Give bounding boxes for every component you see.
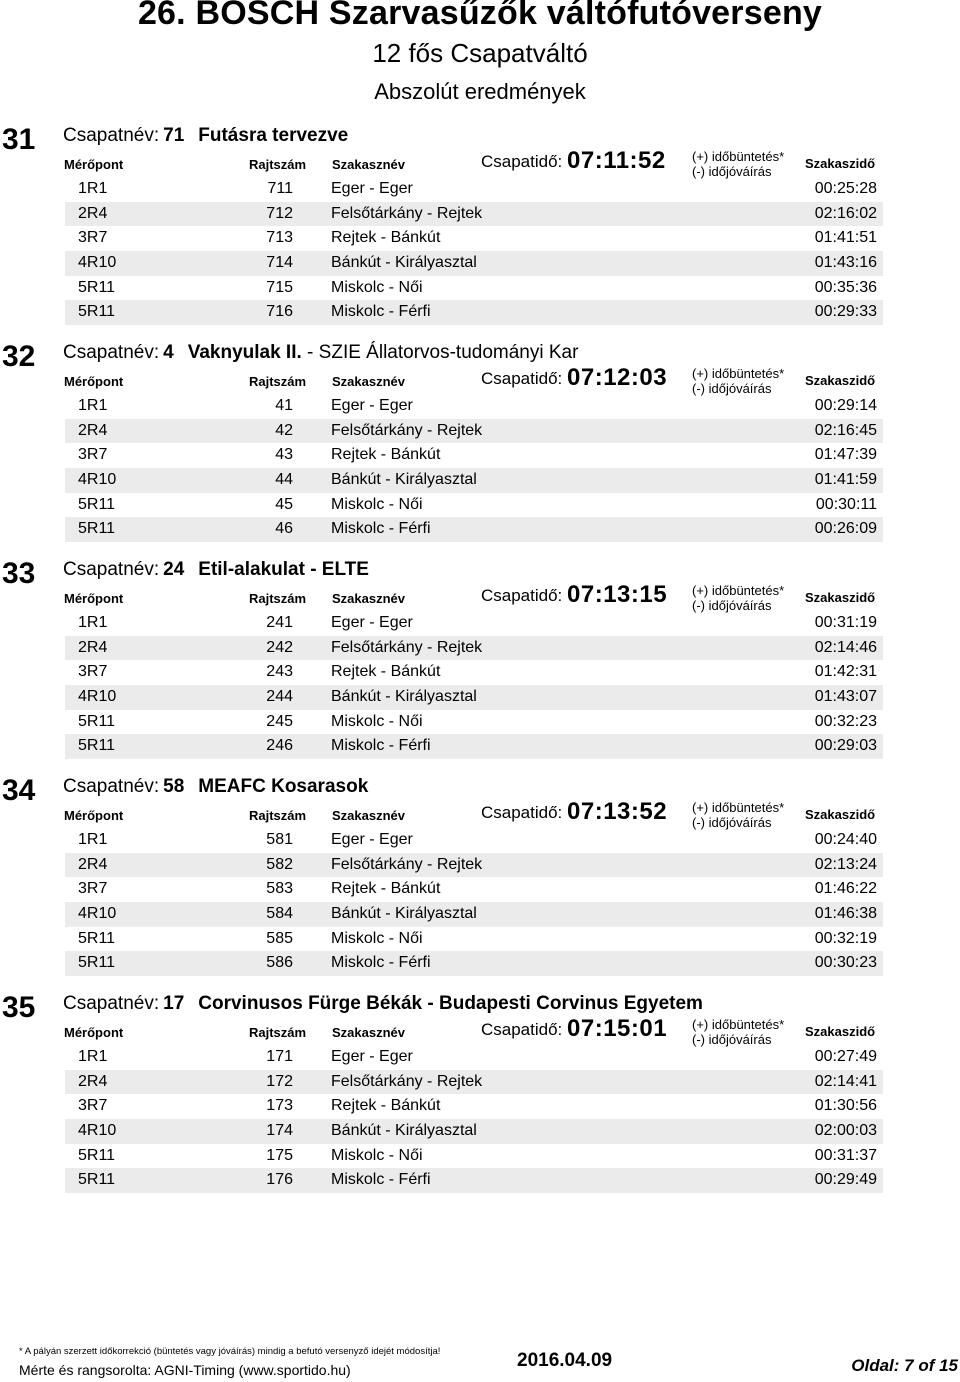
bib-cell: 175 [266,1146,293,1164]
stage-time-cell: 00:32:23 [814,712,877,730]
stage-name-cell: Miskolc - Női [331,712,423,730]
team-block [0,123,960,341]
team-label: Csapatnév: [63,342,160,363]
bib-cell: 246 [266,737,293,755]
bib-cell: 41 [275,397,293,414]
results-heading: Abszolút eredmények [374,79,586,104]
checkpoint-cell: 1R1 [78,1048,108,1065]
stage-time-cell: 01:42:31 [814,663,877,681]
stage-name-cell: Miskolc - Női [331,929,423,947]
stage-name-cell: Felsőtárkány - Rejtek [331,638,483,656]
stage-time-cell: 01:43:16 [814,253,877,271]
header-penalty: (+) időbüntetés* [692,366,785,381]
bib-cell: 46 [275,520,293,538]
bib-cell: 712 [266,204,293,222]
header-szakasznev: Szakasznév [332,1025,405,1040]
checkpoint-cell: 5R11 [78,712,116,730]
bib-cell: 44 [275,470,293,488]
table-row [65,1070,883,1095]
team-rank: 35 [2,991,36,1024]
stage-time-cell: 00:27:49 [814,1048,877,1065]
table-row [65,734,883,759]
stage-time-cell: 00:25:28 [814,180,877,197]
header-szakaszido: Szakaszidő [805,373,876,388]
header-szakasznev: Szakasznév [332,591,405,606]
bib-cell: 716 [266,303,293,321]
table-row [65,394,883,419]
stage-time-cell: 02:13:24 [814,855,877,873]
header-merőpont: Mérőpont [64,374,124,389]
header-merőpont: Mérőpont [64,591,124,606]
team-label: Csapatnév: [63,993,160,1014]
stage-name-cell: Rejtek - Bánkút [331,446,441,464]
table-row [65,710,883,735]
team-rank: 32 [2,340,36,373]
bib-cell: 711 [267,180,293,197]
stage-name-cell: Eger - Eger [331,180,413,197]
document-subtitle: 12 fős Csapatváltó [372,38,588,68]
team-rank: 31 [2,123,36,156]
document-title: 26. BOSCH Szarvasűzők váltófutóverseny [137,0,823,32]
stage-name-cell: Bánkút - Királyasztal [331,904,477,922]
checkpoint-cell: 5R11 [78,737,116,755]
bib-cell: 583 [266,880,293,898]
stage-time-cell: 02:16:02 [814,204,877,222]
stage-name-cell: Felsőtárkány - Rejtek [331,855,483,873]
stage-name-cell: Rejtek - Bánkút [331,880,441,898]
team-block [0,774,960,992]
header-bonus: (-) időjóváírás [692,1032,772,1047]
team-line [63,776,368,798]
header-bonus: (-) időjóváírás [692,815,772,830]
footnote: * A pályán szerzett időkorrekció (büntetés vagy jóváírás) mindig a befutó versenyző idejét módosítja! [19,1346,441,1357]
team-total-time: 07:13:52 [567,798,668,825]
table-row [65,443,883,468]
table-row [65,1045,883,1070]
header-csapatido-label: Csapatidő: [481,803,563,822]
table-row [65,660,883,685]
table-row [65,636,883,661]
table-row [65,226,883,251]
team-name: Futásra tervezve [198,125,349,146]
table-row [65,877,883,902]
table-row [65,276,883,301]
team-line [63,125,348,147]
table-row [65,853,883,878]
table-row [65,951,883,976]
team-rank: 34 [2,774,36,807]
page-number: Oldal: 7 of 15 [851,1356,958,1375]
checkpoint-cell: 4R10 [78,253,117,271]
team-label: Csapatnév: [63,776,160,797]
header-rajtszam: Rajtszám [249,157,307,172]
bib-cell: 43 [275,446,293,464]
stage-name-cell: Eger - Eger [331,831,413,848]
checkpoint-cell: 2R4 [78,855,108,873]
bib-cell: 174 [266,1121,293,1139]
team-number: 17 [163,993,185,1014]
stage-time-cell: 01:43:07 [814,687,877,705]
checkpoint-cell: 5R11 [78,303,116,321]
team-total-time: 07:11:52 [567,147,666,174]
header-merőpont: Mérőpont [64,808,124,823]
stage-name-cell: Felsőtárkány - Rejtek [331,204,483,222]
stage-time-cell: 01:41:59 [814,470,877,488]
checkpoint-cell: 3R7 [78,880,108,898]
header-szakaszido: Szakaszidő [805,156,876,171]
table-row [65,685,883,710]
bib-cell: 585 [266,929,293,947]
checkpoint-cell: 5R11 [78,278,116,296]
header-merőpont: Mérőpont [64,1025,124,1040]
stage-name-cell: Felsőtárkány - Rejtek [331,1072,483,1090]
stage-time-cell: 00:29:03 [814,737,877,755]
bib-cell: 713 [266,229,293,247]
bib-cell: 45 [275,495,293,513]
bib-cell: 242 [266,638,293,656]
header-rajtszam: Rajtszám [249,591,307,606]
team-name: Etil-alakulat - ELTE [198,559,369,580]
stage-time-cell: 00:32:19 [814,929,877,947]
stage-time-cell: 01:46:22 [814,880,877,898]
checkpoint-cell: 5R11 [78,520,116,538]
checkpoint-cell: 2R4 [78,1072,108,1090]
table-row [65,1144,883,1169]
bib-cell: 173 [266,1097,293,1115]
header-szakasznev: Szakasznév [332,374,405,389]
table-row [65,611,883,636]
header-penalty: (+) időbüntetés* [692,1017,785,1032]
stage-name-cell: Rejtek - Bánkút [331,1097,441,1115]
team-name: MEAFC Kosarasok [198,776,369,797]
checkpoint-cell: 5R11 [78,929,116,947]
stage-time-cell: 00:31:19 [814,614,877,631]
header-penalty: (+) időbüntetés* [692,800,785,815]
checkpoint-cell: 5R11 [78,1146,116,1164]
team-number: 4 [163,342,174,363]
print-date: 2016.04.09 [517,1350,613,1371]
checkpoint-cell: 4R10 [78,904,117,922]
bib-cell: 714 [266,253,293,271]
stage-name-cell: Bánkút - Királyasztal [331,253,477,271]
stage-time-cell: 00:30:11 [815,495,877,513]
bib-cell: 582 [266,855,293,873]
table-row [65,300,883,325]
stage-time-cell: 00:31:37 [814,1146,877,1164]
table-row [65,468,883,493]
stage-name-cell: Miskolc - Férfi [331,520,431,538]
checkpoint-cell: 3R7 [78,663,108,681]
header-rajtszam: Rajtszám [249,374,307,389]
bib-cell: 581 [266,831,293,848]
checkpoint-cell: 5R11 [78,954,116,972]
stage-name-cell: Miskolc - Férfi [331,1171,431,1189]
stage-time-cell: 01:46:38 [814,904,877,922]
header-csapatido-label: Csapatidő: [481,152,563,171]
stage-name-cell: Miskolc - Férfi [331,303,431,321]
checkpoint-cell: 1R1 [78,831,108,848]
checkpoint-cell: 2R4 [78,638,108,656]
checkpoint-cell: 1R1 [78,614,108,631]
stage-name-cell: Bánkút - Királyasztal [331,470,477,488]
stage-name-cell: Miskolc - Férfi [331,954,431,972]
checkpoint-cell: 4R10 [78,687,117,705]
header-penalty: (+) időbüntetés* [692,583,785,598]
checkpoint-cell: 5R11 [78,1171,116,1189]
stage-time-cell: 00:29:49 [814,1171,877,1189]
table-row [65,828,883,853]
header-rajtszam: Rajtszám [249,808,307,823]
stage-time-cell: 02:16:45 [814,421,877,439]
stage-time-cell: 00:29:14 [814,397,877,414]
stage-name-cell: Eger - Eger [331,397,413,414]
bib-cell: 584 [266,904,293,922]
header-szakasznev: Szakasznév [332,808,405,823]
bib-cell: 172 [266,1072,293,1090]
header-rajtszam: Rajtszám [249,1025,307,1040]
stage-name-cell: Rejtek - Bánkút [331,663,441,681]
header-szakaszido: Szakaszidő [805,1024,876,1039]
table-row [65,1168,883,1193]
checkpoint-cell: 1R1 [78,397,108,414]
header-szakasznev: Szakasznév [332,157,405,172]
team-total-time: 07:12:03 [567,364,668,391]
team-total-time: 07:13:15 [567,581,668,608]
stage-name-cell: Eger - Eger [331,1048,413,1065]
table-row [65,251,883,276]
stage-time-cell: 02:14:41 [814,1072,877,1090]
team-name-suffix: - SZIE Állatorvos-tudományi Kar [301,342,579,363]
checkpoint-cell: 4R10 [78,470,117,488]
timing-credit: Mérte és rangsorolta: AGNI-Timing (www.sportido.hu) [19,1362,351,1378]
checkpoint-cell: 1R1 [78,180,108,197]
checkpoint-cell: 3R7 [78,229,108,247]
team-block [0,557,960,775]
checkpoint-cell: 2R4 [78,204,108,222]
bib-cell: 171 [266,1048,293,1065]
stage-time-cell: 01:47:39 [814,446,877,464]
header-bonus: (-) időjóváírás [692,598,772,613]
stage-name-cell: Felsőtárkány - Rejtek [331,421,483,439]
table-row [65,419,883,444]
header-bonus: (-) időjóváírás [692,381,772,396]
stage-time-cell: 01:30:56 [814,1097,877,1115]
header-bonus: (-) időjóváírás [692,164,772,179]
stage-time-cell: 00:29:33 [814,303,877,321]
bib-cell: 715 [266,278,293,296]
stage-time-cell: 02:00:03 [814,1121,877,1139]
bib-cell: 241 [266,614,293,631]
team-line [63,559,369,581]
team-block [0,991,960,1209]
header-csapatido-label: Csapatidő: [481,369,563,388]
checkpoint-cell: 3R7 [78,1097,108,1115]
stage-name-cell: Rejtek - Bánkút [331,229,441,247]
stage-time-cell: 02:14:46 [814,638,877,656]
table-row [65,902,883,927]
stage-name-cell: Bánkút - Királyasztal [331,1121,477,1139]
bib-cell: 245 [266,712,293,730]
stage-time-cell: 00:30:23 [814,954,877,972]
team-rank: 33 [2,557,36,590]
team-name: Vaknyulak II. [187,342,302,363]
stage-time-cell: 00:26:09 [814,520,877,538]
team-line [63,342,578,364]
table-row [65,202,883,227]
header-csapatido-label: Csapatidő: [481,586,563,605]
stage-time-cell: 01:41:51 [814,229,877,247]
team-line [63,993,703,1015]
checkpoint-cell: 5R11 [78,495,116,513]
stage-name-cell: Eger - Eger [331,614,413,631]
table-row [65,1094,883,1119]
team-name: Corvinusos Fürge Békák - Budapesti Corvinus Egyetem [198,993,703,1014]
team-number: 24 [163,559,185,580]
team-label: Csapatnév: [63,125,160,146]
table-row [65,177,883,202]
table-row [65,517,883,542]
bib-cell: 243 [266,663,293,681]
team-number: 58 [163,776,185,797]
stage-time-cell: 00:35:36 [814,278,877,296]
stage-name-cell: Miskolc - Női [331,278,423,296]
header-csapatido-label: Csapatidő: [481,1020,563,1039]
bib-cell: 586 [266,954,293,972]
stage-time-cell: 00:24:40 [814,831,877,848]
team-block [0,340,960,558]
bib-cell: 244 [266,687,293,705]
table-row [65,927,883,952]
header-penalty: (+) időbüntetés* [692,149,785,164]
table-row [65,493,883,518]
team-number: 71 [163,125,185,146]
bib-cell: 176 [266,1171,293,1189]
table-row [65,1119,883,1144]
checkpoint-cell: 2R4 [78,421,108,439]
stage-name-cell: Miskolc - Női [331,495,423,513]
team-label: Csapatnév: [63,559,160,580]
checkpoint-cell: 4R10 [78,1121,117,1139]
stage-name-cell: Miskolc - Férfi [331,737,431,755]
header-szakaszido: Szakaszidő [805,590,876,605]
checkpoint-cell: 3R7 [78,446,108,464]
team-total-time: 07:15:01 [567,1015,668,1042]
stage-name-cell: Bánkút - Királyasztal [331,687,477,705]
header-merőpont: Mérőpont [64,157,124,172]
stage-name-cell: Miskolc - Női [331,1146,423,1164]
header-szakaszido: Szakaszidő [805,807,876,822]
bib-cell: 42 [275,421,293,439]
